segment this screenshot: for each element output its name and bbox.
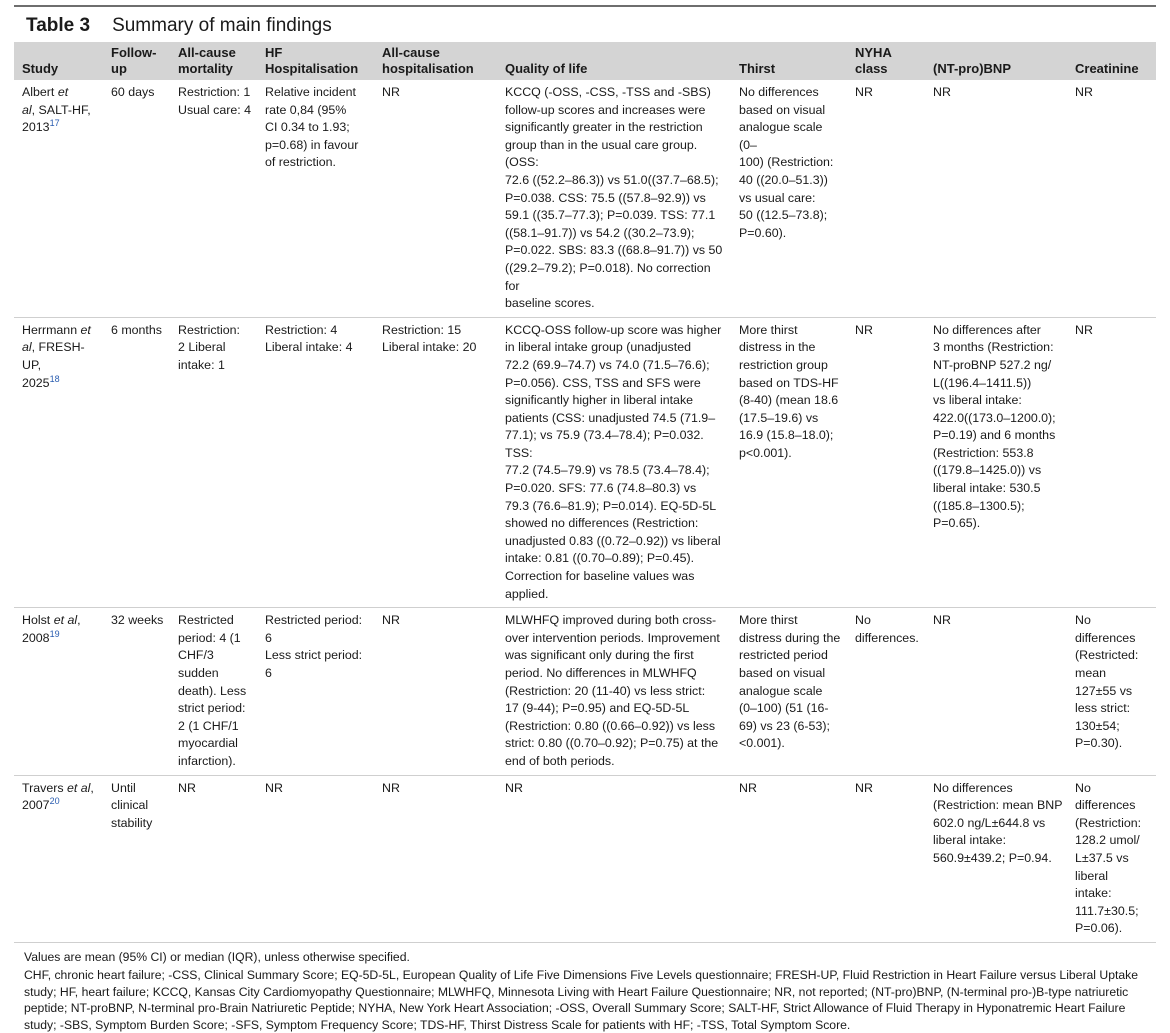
cell-followup: 6 months: [103, 317, 170, 608]
cell-creatinine: No differences (Restricted: mean 127±55 vs less strict: 130±54; P=0.30).: [1067, 608, 1156, 775]
cell-followup: Until clinical stability: [103, 775, 170, 942]
cell-bnp: No differences after 3 months (Restriction: NT-proBNP 527.2 ng/ L((196.4–1411.5)) vs liberal intake: 422.0((173.0–1200.0); P=0.19) and 6 months (Restriction: 553.8 ((179.8–1425.0)) vs liberal intake: 530.5 ((185.8–1300.5); P=0.65).: [925, 317, 1067, 608]
reference-link[interactable]: 18: [49, 373, 60, 384]
cell-creatinine: No differences (Restriction: 128.2 umol/ L±37.5 vs liberal intake: 111.7±30.5; P=0.06).: [1067, 775, 1156, 942]
cell-bnp: NR: [925, 608, 1067, 775]
table-title: [14, 5, 1156, 42]
cell-followup: 60 days: [103, 80, 170, 317]
cell-allcause-hospitalisation: NR: [374, 775, 497, 942]
cell-quality-of-life: MLWHFQ improved during both cross- over intervention periods. Improvement was significant only during the first period. No differences in MLWHFQ (Restriction: 20 (11-40) vs less strict: 17 (9-44); P=0.95) and EQ-5D-5L (Restriction: 0.80 ((0.66–0.92)) vs less strict: 0.80 ((0.70–0.92); P=0.75) at the end of both periods.: [497, 608, 731, 775]
cell-mortality: Restriction: 2 Liberal intake: 1: [170, 317, 257, 608]
header-thirst: Thirst: [731, 42, 847, 80]
cell-bnp: NR: [925, 80, 1067, 317]
cell-creatinine: NR: [1067, 80, 1156, 317]
cell-study: Travers et al, 2007$^{20}$: [14, 775, 103, 942]
header-study: Study: [14, 42, 103, 80]
cell-mortality: Restricted period: 4 (1 CHF/3 sudden death). Less strict period: 2 (1 CHF/1 myocardial infarction).: [170, 608, 257, 775]
header-mortality: All-cause mortality: [170, 42, 257, 80]
table-number: Table 3: [26, 15, 91, 36]
cell-hf-hospitalisation: NR: [257, 775, 374, 942]
cell-thirst: NR: [731, 775, 847, 942]
header-hf-hospitalisation: HF Hospitalisation: [257, 42, 374, 80]
table-caption: Summary of main findings: [112, 15, 332, 36]
cell-quality-of-life: NR: [497, 775, 731, 942]
reference-link[interactable]: 17: [49, 118, 60, 129]
footnote-values: Values are mean (95% CI) or median (IQR), unless otherwise specified.: [24, 949, 410, 964]
cell-mortality: NR: [170, 775, 257, 942]
cell-nyha: NR: [847, 775, 925, 942]
cell-hf-hospitalisation: Restricted period: 6 Less strict period: 6: [257, 608, 374, 775]
cell-thirst: No differences based on visual analogue scale (0– 100) (Restriction: 40 ((20.0–51.3)) vs usual care: 50 ((12.5–73.8); P=0.60).: [731, 80, 847, 317]
cell-quality-of-life: KCCQ-OSS follow-up score was higher in liberal intake group (unadjusted 72.2 (69.9–74.7) vs 74.0 (71.5–76.6); P=0.056). CSS, TSS and SFS were significantly higher in liberal intake patients (CSS: unadjusted 74.5 (71.9– 77.1); vs 75.9 (73.4–78.4); P=0.032. TSS: 77.2 (74.5–79.9) vs 78.5 (73.4–78.4); P=0.020. SFS: 77.6 (74.8–80.3) vs 79.3 (76.6–81.9); P=0.014). EQ-5D-5L showed no differences (Restriction: unadjusted 0.83 ((0.72–0.92)) vs liberal intake: 0.81 ((0.70–0.89); P=0.45). Correction for baseline values was applied.: [497, 317, 731, 608]
cell-mortality: Restriction: 1 Usual care: 4: [170, 80, 257, 317]
cell-hf-hospitalisation: Restriction: 4 Liberal intake: 4: [257, 317, 374, 608]
table-row: [14, 317, 1156, 608]
cell-nyha: No differences.: [847, 608, 925, 775]
header-followup: Follow- up: [103, 42, 170, 80]
table-footnotes: [14, 943, 1156, 1033]
cell-allcause-hospitalisation: NR: [374, 608, 497, 775]
cell-study: Holst et al, 2008$^{19}$: [14, 608, 103, 775]
table-row: [14, 80, 1156, 317]
table-row: [14, 608, 1156, 775]
reference-link[interactable]: 20: [49, 796, 60, 807]
cell-nyha: NR: [847, 317, 925, 608]
cell-quality-of-life: KCCQ (-OSS, -CSS, -TSS and -SBS) follow-up scores and increases were significantly greater in the restriction group than in the usual care group. (OSS: 72.6 ((52.2–86.3)) vs 51.0((37.7–68.5); P=0.038. CSS: 75.5 ((57.8–92.9)) vs 59.1 ((35.7–77.3); P=0.039. TSS: 77.1 ((58.1–91.7)) vs 54.2 ((30.2–73.9); P=0.022. SBS: 83.3 ((68.8–91.7)) vs 50 ((29.2–79.2); P=0.018). No correction for baseline scores.: [497, 80, 731, 317]
cell-hf-hospitalisation: Relative incident rate 0,84 (95% CI 0.34 to 1.93; p=0.68) in favour of restriction.: [257, 80, 374, 317]
header-nyha: NYHA class: [847, 42, 925, 80]
cell-study: Herrmann et al, FRESH-UP, 2025$^{18}$: [14, 317, 103, 608]
cell-allcause-hospitalisation: NR: [374, 80, 497, 317]
header-allcause-hospitalisation: All-cause hospitalisation: [374, 42, 497, 80]
reference-link[interactable]: 19: [49, 628, 60, 639]
cell-thirst: More thirst distress in the restriction group based on TDS-HF (8-40) (mean 18.6 (17.5–19.6) vs 16.9 (15.8–18.0); p<0.001).: [731, 317, 847, 608]
cell-thirst: More thirst distress during the restricted period based on visual analogue scale (0–100) (51 (16- 69) vs 23 (6-53); <0.001).: [731, 608, 847, 775]
cell-nyha: NR: [847, 80, 925, 317]
cell-creatinine: NR: [1067, 317, 1156, 608]
cell-study: Albert et al, SALT-HF, 2013$^{17}$: [14, 80, 103, 317]
header-quality-of-life: Quality of life: [497, 42, 731, 80]
header-creatinine: Creatinine: [1067, 42, 1156, 80]
header-bnp: (NT-pro)BNP: [925, 42, 1067, 80]
cell-bnp: No differences (Restriction: mean BNP 602.0 ng/L±644.8 vs liberal intake: 560.9±439.2; P=0.94.: [925, 775, 1067, 942]
header-row: [14, 42, 1156, 80]
footnote-abbreviations: CHF, chronic heart failure; -CSS, Clinical Summary Score; EQ-5D-5L, European Quality of Life Five Dimensions Five Levels questionnaire; FRESH-UP, Fluid Restriction in Heart Failure versus Liberal Uptake study; HF, heart failure; KCCQ, Kansas City Cardiomyopathy Questionnaire; MLWHFQ, Minnesota Living with Heart Failure Questionnaire; NR, not reported; (NT-pro)BNP, (N-terminal pro-)B-type natriuretic peptide; NT-proBNP, N-terminal pro-Brain Natriuretic Peptide; NYHA, New York Heart Association; -OSS, Overall Summary Score; SALT-HF, Strict Allowance of Fluid Therapy in Hyponatremic Heart Failure study; -SBS, Symptom Burden Score; -SFS, Symptom Frequency Score; TDS-HF, Thirst Distress Scale for patients with HF; -TSS, Total Symptom Score.: [24, 968, 1139, 1032]
findings-table: [14, 42, 1156, 943]
table-row: [14, 775, 1156, 942]
cell-followup: 32 weeks: [103, 608, 170, 775]
cell-allcause-hospitalisation: Restriction: 15 Liberal intake: 20: [374, 317, 497, 608]
